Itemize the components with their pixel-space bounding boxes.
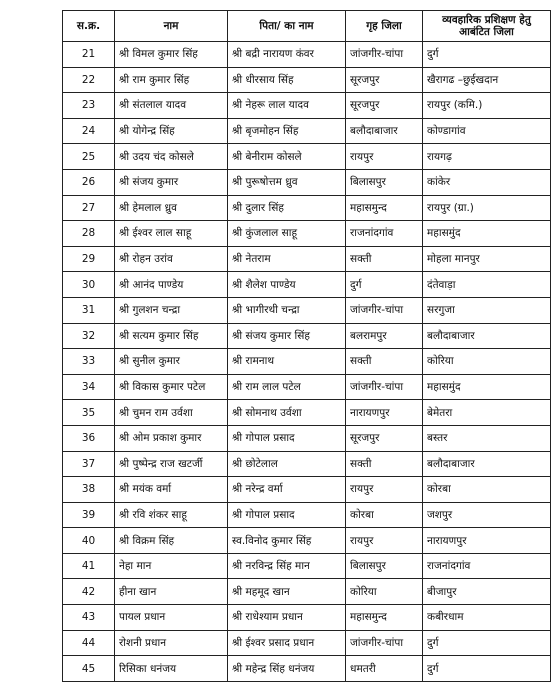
- cell-father-name: श्री रामनाथ: [228, 349, 346, 375]
- cell-father-name: श्री भागीरथी चन्द्रा: [228, 297, 346, 323]
- cell-sno: 37: [63, 451, 115, 477]
- table-header: [63, 11, 551, 42]
- header-sno: स.क्र.: [63, 11, 115, 42]
- table-row: [63, 605, 551, 631]
- cell-home-district: बलौदाबाजार: [346, 118, 423, 144]
- table-row: [63, 630, 551, 656]
- cell-training-district: बीजापुर: [423, 579, 551, 605]
- cell-sno: 23: [63, 93, 115, 119]
- cell-sno: 31: [63, 297, 115, 323]
- cell-name: श्री विक्रम सिंह: [115, 528, 228, 554]
- cell-training-district: बस्तर: [423, 425, 551, 451]
- table-row: [63, 323, 551, 349]
- cell-name: श्री राम कुमार सिंह: [115, 67, 228, 93]
- cell-name: श्री विकास कुमार पटेल: [115, 374, 228, 400]
- cell-name: श्री हेमलाल ध्रुव: [115, 195, 228, 221]
- cell-father-name: श्री बेनीराम कोसले: [228, 144, 346, 170]
- cell-father-name: श्री छोटेलाल: [228, 451, 346, 477]
- cell-home-district: महासमुन्द: [346, 195, 423, 221]
- cell-name: श्री योगेन्द्र सिंह: [115, 118, 228, 144]
- table-row: [63, 477, 551, 503]
- cell-sno: 26: [63, 169, 115, 195]
- cell-home-district: सक्ती: [346, 451, 423, 477]
- cell-home-district: जांजगीर-चांपा: [346, 374, 423, 400]
- cell-father-name: श्री संजय कुमार सिंह: [228, 323, 346, 349]
- header-father: पिता/ का नाम: [228, 11, 346, 42]
- allocation-table-container: [62, 10, 550, 682]
- cell-name: श्री मयंक वर्मा: [115, 477, 228, 503]
- table-row: [63, 579, 551, 605]
- cell-training-district: रायपुर (ग्रा.): [423, 195, 551, 221]
- cell-sno: 22: [63, 67, 115, 93]
- cell-father-name: श्री राधेश्याम प्रधान: [228, 605, 346, 631]
- cell-sno: 45: [63, 656, 115, 682]
- header-name: नाम: [115, 11, 228, 42]
- table-row: [63, 656, 551, 682]
- cell-name: पायल प्रधान: [115, 605, 228, 631]
- table-row: [63, 246, 551, 272]
- cell-training-district: कोण्डागांव: [423, 118, 551, 144]
- cell-name: श्री गुलशन चन्द्रा: [115, 297, 228, 323]
- cell-training-district: कांकेर: [423, 169, 551, 195]
- cell-sno: 44: [63, 630, 115, 656]
- cell-name: नेहा मान: [115, 553, 228, 579]
- table-row: [63, 400, 551, 426]
- cell-training-district: दुर्ग: [423, 42, 551, 68]
- table-row: [63, 144, 551, 170]
- cell-sno: 39: [63, 502, 115, 528]
- cell-training-district: महासमुंद: [423, 221, 551, 247]
- cell-home-district: जांजगीर-चांपा: [346, 630, 423, 656]
- cell-sno: 35: [63, 400, 115, 426]
- cell-name: श्री ईश्वर लाल साहू: [115, 221, 228, 247]
- cell-name: श्री रोहन उरांव: [115, 246, 228, 272]
- cell-home-district: दुर्ग: [346, 272, 423, 298]
- cell-sno: 34: [63, 374, 115, 400]
- cell-home-district: कोरबा: [346, 502, 423, 528]
- table-row: [63, 272, 551, 298]
- cell-home-district: सूरजपुर: [346, 93, 423, 119]
- cell-name: श्री सुनील कुमार: [115, 349, 228, 375]
- cell-sno: 43: [63, 605, 115, 631]
- cell-name: रोशनी प्रधान: [115, 630, 228, 656]
- cell-father-name: श्री नरविन्द्र सिंह मान: [228, 553, 346, 579]
- cell-training-district: दुर्ग: [423, 630, 551, 656]
- cell-training-district: बलौदाबाजार: [423, 323, 551, 349]
- cell-home-district: धमतरी: [346, 656, 423, 682]
- cell-father-name: स्व.विनोद कुमार सिंह: [228, 528, 346, 554]
- cell-training-district: राजनांदगांव: [423, 553, 551, 579]
- table-row: [63, 118, 551, 144]
- cell-home-district: सक्ती: [346, 349, 423, 375]
- cell-home-district: रायपुर: [346, 144, 423, 170]
- cell-sno: 36: [63, 425, 115, 451]
- cell-father-name: श्री बद्री नारायण कंवर: [228, 42, 346, 68]
- cell-home-district: नारायणपुर: [346, 400, 423, 426]
- cell-name: श्री संजय कुमार: [115, 169, 228, 195]
- cell-home-district: जांजगीर-चांपा: [346, 42, 423, 68]
- table-body: [63, 42, 551, 682]
- header-home-district: गृह जिला: [346, 11, 423, 42]
- cell-name: रिसिका धनंजय: [115, 656, 228, 682]
- cell-training-district: नारायणपुर: [423, 528, 551, 554]
- cell-home-district: रायपुर: [346, 477, 423, 503]
- table-row: [63, 451, 551, 477]
- cell-name: श्री रवि शंकर साहू: [115, 502, 228, 528]
- cell-father-name: श्री गोपाल प्रसाद: [228, 502, 346, 528]
- cell-home-district: बलरामपुर: [346, 323, 423, 349]
- cell-home-district: सूरजपुर: [346, 67, 423, 93]
- cell-father-name: श्री बृजमोहन सिंह: [228, 118, 346, 144]
- cell-home-district: सूरजपुर: [346, 425, 423, 451]
- header-row: [63, 11, 551, 42]
- cell-father-name: श्री दुलार सिंह: [228, 195, 346, 221]
- cell-training-district: बलौदाबाजार: [423, 451, 551, 477]
- cell-training-district: बेमेतरा: [423, 400, 551, 426]
- table-row: [63, 169, 551, 195]
- table-row: [63, 502, 551, 528]
- cell-father-name: श्री कुंजलाल साहू: [228, 221, 346, 247]
- cell-training-district: मोहला मानपुर: [423, 246, 551, 272]
- cell-name: श्री सत्यम कुमार सिंह: [115, 323, 228, 349]
- cell-training-district: दंतेवाड़ा: [423, 272, 551, 298]
- table-row: [63, 221, 551, 247]
- cell-name: श्री पुष्पेन्द्र राज खटर्जी: [115, 451, 228, 477]
- cell-father-name: श्री सोमनाथ उर्वशा: [228, 400, 346, 426]
- cell-father-name: श्री महेन्द्र सिंह धनंजय: [228, 656, 346, 682]
- cell-sno: 28: [63, 221, 115, 247]
- table-row: [63, 42, 551, 68]
- cell-name: श्री उदय चंद कोसले: [115, 144, 228, 170]
- cell-father-name: श्री नेतराम: [228, 246, 346, 272]
- table-row: [63, 297, 551, 323]
- cell-home-district: महासमुन्द: [346, 605, 423, 631]
- cell-home-district: कोरिया: [346, 579, 423, 605]
- cell-name: श्री ओम प्रकाश कुमार: [115, 425, 228, 451]
- cell-sno: 24: [63, 118, 115, 144]
- cell-father-name: श्री शैलेश पाण्डेय: [228, 272, 346, 298]
- cell-name: श्री आनंद पाण्डेय: [115, 272, 228, 298]
- page-margin: [0, 0, 62, 667]
- cell-training-district: दुर्ग: [423, 656, 551, 682]
- cell-sno: 42: [63, 579, 115, 605]
- cell-name: हीना खान: [115, 579, 228, 605]
- allocation-table: [62, 10, 551, 682]
- cell-sno: 41: [63, 553, 115, 579]
- cell-sno: 40: [63, 528, 115, 554]
- cell-home-district: बिलासपुर: [346, 553, 423, 579]
- cell-training-district: खैरागढ –छुईखदान: [423, 67, 551, 93]
- table-row: [63, 67, 551, 93]
- cell-training-district: कोरबा: [423, 477, 551, 503]
- cell-sno: 33: [63, 349, 115, 375]
- cell-father-name: श्री नरेन्द्र वर्मा: [228, 477, 346, 503]
- cell-training-district: सरगुजा: [423, 297, 551, 323]
- cell-father-name: श्री ईश्वर प्रसाद प्रधान: [228, 630, 346, 656]
- cell-home-district: बिलासपुर: [346, 169, 423, 195]
- cell-training-district: महासमुंद: [423, 374, 551, 400]
- cell-father-name: श्री राम लाल पटेल: [228, 374, 346, 400]
- cell-sno: 30: [63, 272, 115, 298]
- cell-sno: 25: [63, 144, 115, 170]
- cell-name: श्री चुमन राम उर्वशा: [115, 400, 228, 426]
- cell-sno: 32: [63, 323, 115, 349]
- cell-training-district: जशपुर: [423, 502, 551, 528]
- cell-home-district: रायपुर: [346, 528, 423, 554]
- cell-home-district: सक्ती: [346, 246, 423, 272]
- cell-sno: 21: [63, 42, 115, 68]
- cell-training-district: रायपुर (कमि.): [423, 93, 551, 119]
- cell-father-name: श्री पुरूषोत्तम ध्रुव: [228, 169, 346, 195]
- header-training-district: व्यवहारिक प्रशिक्षण हेतु आबंटित जिला: [423, 11, 551, 42]
- table-row: [63, 195, 551, 221]
- table-row: [63, 528, 551, 554]
- cell-father-name: श्री नेहरू लाल यादव: [228, 93, 346, 119]
- table-row: [63, 349, 551, 375]
- cell-name: श्री संतलाल यादव: [115, 93, 228, 119]
- cell-sno: 38: [63, 477, 115, 503]
- cell-training-district: कबीरधाम: [423, 605, 551, 631]
- cell-sno: 29: [63, 246, 115, 272]
- cell-training-district: कोरिया: [423, 349, 551, 375]
- cell-father-name: श्री धीरसाय सिंह: [228, 67, 346, 93]
- cell-training-district: रायगढ़: [423, 144, 551, 170]
- cell-home-district: राजनांदगांव: [346, 221, 423, 247]
- table-row: [63, 553, 551, 579]
- cell-sno: 27: [63, 195, 115, 221]
- cell-name: श्री विमल कुमार सिंह: [115, 42, 228, 68]
- table-row: [63, 374, 551, 400]
- cell-father-name: श्री गोपाल प्रसाद: [228, 425, 346, 451]
- table-row: [63, 93, 551, 119]
- cell-home-district: जांजगीर-चांपा: [346, 297, 423, 323]
- table-row: [63, 425, 551, 451]
- cell-father-name: श्री महमूद खान: [228, 579, 346, 605]
